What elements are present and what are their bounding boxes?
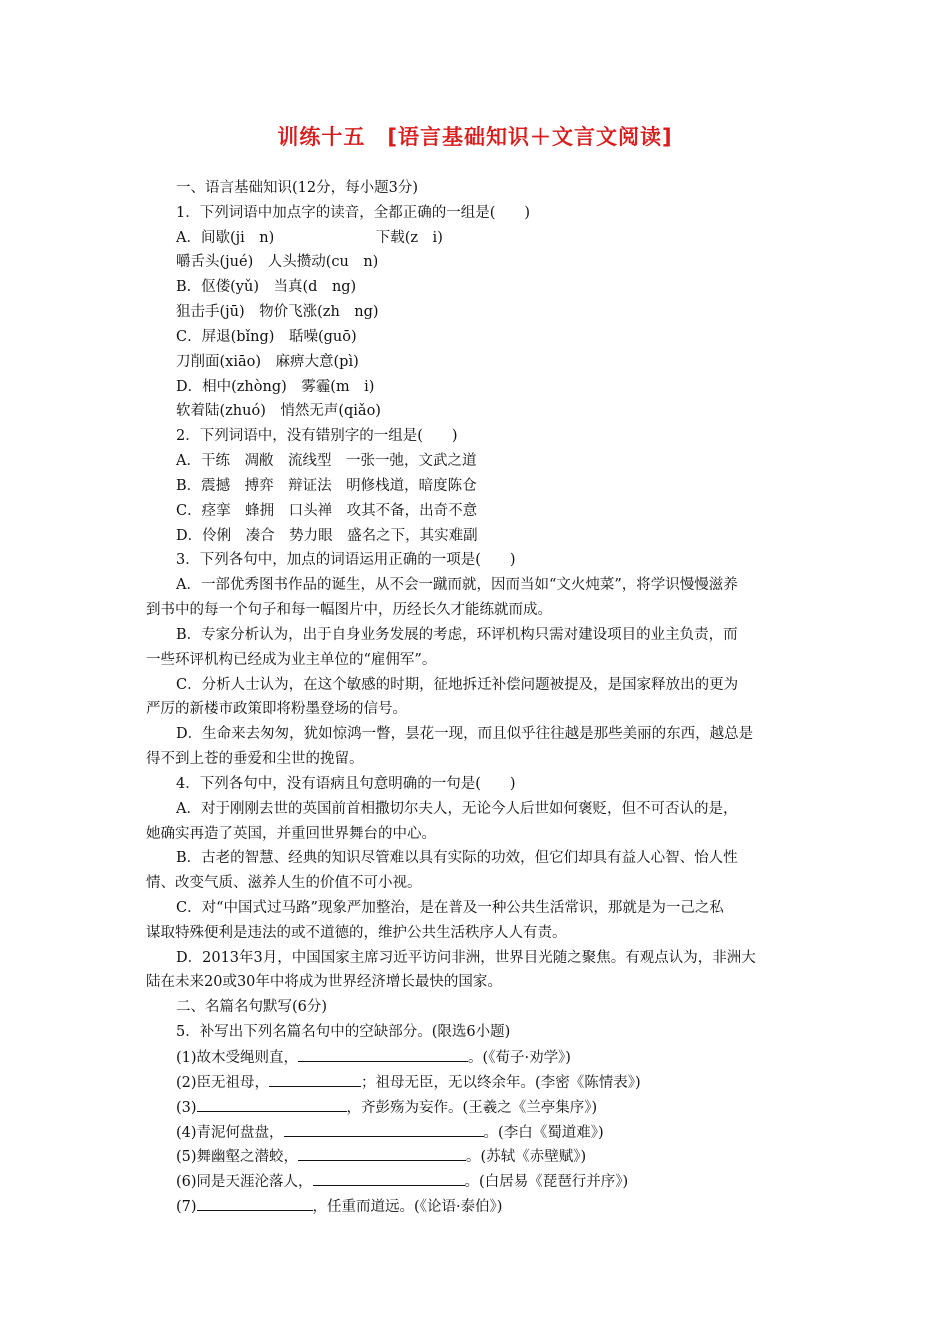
q2-stem: 2．下列词语中，没有错别字的一组是( ) — [176, 428, 458, 444]
q2-option-line: D．伶俐 凑合 势力眼 盛名之下，其实难副 — [176, 528, 478, 544]
q1-option-line: 嚼舌头(jué) 人头攒动(cu n) — [176, 254, 379, 270]
section-heading-1: 一、语言基础知识(12分，每小题3分) — [176, 180, 418, 196]
q5-item — [176, 1097, 597, 1118]
q5-item-post: 。(苏轼《赤壁赋》) — [466, 1149, 587, 1165]
q5-item-post: ；祖母无臣，无以终余年。(李密《陈情表》) — [361, 1075, 641, 1091]
q5-item-post: 。(《荀子·劝学》) — [468, 1050, 571, 1066]
q1-option-line: A．间歇(ji n) 下载(z i) — [176, 230, 443, 246]
q4-option-line: B．古老的智慧、经典的知识尽管难以具有实际的功效，但它们却具有益人心智、怡人性 — [176, 850, 738, 866]
q4-option-line: 她确实再造了英国，并重回世界舞台的中心。 — [146, 826, 436, 842]
q5-item-post: ，齐彭殇为妄作。(王羲之《兰亭集序》) — [346, 1100, 598, 1116]
q5-item-post: 。(李白《蜀道难》) — [483, 1125, 604, 1141]
q4-option-line: C．对“中国式过马路”现象严加整治，是在普及一种公共生活常识，那就是为一己之私 — [176, 900, 724, 916]
q4-option-line: A．对于刚刚去世的英国前首相撒切尔夫人，无论今人后世如何褒贬，但不可否认的是， — [176, 801, 738, 817]
answer-blank[interactable] — [197, 1196, 313, 1211]
q5-item-post: 。(白居易《琵琶行并序》) — [464, 1174, 629, 1190]
q5-item — [176, 1122, 604, 1143]
q3-stem: 3．下列各句中，加点的词语运用正确的一项是( ) — [176, 552, 516, 568]
q3-option-line: 严厉的新楼市政策即将粉墨登场的信号。 — [146, 701, 407, 717]
q5-item-pre: (2)臣无祖母， — [176, 1075, 270, 1091]
q3-option-line: D．生命来去匆匆，犹如惊鸿一瞥，昙花一现，而且似乎往往越是那些美丽的东西，越总是 — [176, 726, 754, 742]
q4-option-line: 谋取特殊便利是违法的或不道德的，维护公共生活秩序人人有责。 — [146, 925, 567, 941]
q2-option-line: A．干练 凋敝 流线型 一张一弛，文武之道 — [176, 453, 477, 469]
q5-item-pre: (3) — [176, 1100, 197, 1116]
q5-item-pre: (6)同是天涯沦落人， — [176, 1174, 313, 1190]
q2-option-line: B．震撼 搏弈 辩证法 明修栈道，暗度陈仓 — [176, 478, 477, 494]
q4-option-line: 情、改变气质、滋养人生的价值不可小视。 — [146, 875, 422, 891]
q3-option-line: A．一部优秀图书作品的诞生，从不会一蹴而就，因而当如“文火炖菜”，将学识慢慢滋养 — [176, 577, 738, 593]
q2-option-line: C．痉挛 蜂拥 口头禅 攻其不备，出奇不意 — [176, 503, 478, 519]
q3-option-line: B．专家分析认为，出于自身业务发展的考虑，环评机构只需对建设项目的业主负责，而 — [176, 627, 738, 643]
q3-option-line: 得不到上苍的垂爱和尘世的挽留。 — [146, 751, 364, 767]
q1-stem: 1．下列词语中加点字的读音，全都正确的一组是( ) — [176, 205, 531, 221]
q1-option-line: 刀削面(xiāo) 麻痹大意(pì) — [176, 354, 359, 370]
q5-item-pre: (5)舞幽壑之潜蛟， — [176, 1149, 299, 1165]
q5-item — [176, 1196, 502, 1217]
q5-item-post: ，任重而道远。(《论语·泰伯》) — [312, 1199, 503, 1215]
q1-option-line: C．屏退(bǐng) 聒噪(guō) — [176, 329, 357, 345]
q5-item-pre: (1)故木受绳则直， — [176, 1050, 299, 1066]
page-title: 训练十五 [语言基础知识＋文言文阅读] — [277, 125, 673, 149]
answer-blank[interactable] — [284, 1122, 484, 1137]
q5-stem: 5．补写出下列名篇名句中的空缺部分。(限选6小题) — [176, 1024, 511, 1040]
q5-item — [176, 1047, 571, 1068]
q5-item-pre: (4)青泥何盘盘， — [176, 1125, 284, 1141]
q1-option-line: 软着陆(zhuó) 悄然无声(qiǎo) — [176, 403, 381, 419]
section-heading-2: 二、名篇名句默写(6分) — [176, 999, 328, 1015]
q1-option-line: D．相中(zhòng) 雾霾(m i) — [176, 379, 375, 395]
answer-blank[interactable] — [298, 1146, 466, 1161]
q3-option-line: 到书中的每一个句子和每一幅图片中，历经长久才能练就而成。 — [146, 602, 552, 618]
answer-blank[interactable] — [298, 1047, 468, 1062]
q3-option-line: 一些环评机构已经成为业主单位的“雇佣军”。 — [146, 652, 437, 668]
q5-item-pre: (7) — [176, 1199, 197, 1215]
answer-blank[interactable] — [269, 1072, 361, 1087]
q4-stem: 4．下列各句中，没有语病且句意明确的一句是( ) — [176, 776, 516, 792]
answer-blank[interactable] — [197, 1097, 347, 1112]
q5-item — [176, 1146, 586, 1167]
q4-option-line: 陆在未来20或30年中将成为世界经济增长最快的国家。 — [146, 974, 502, 990]
q4-option-line: D．2013年3月，中国国家主席习近平访问非洲，世界目光随之聚焦。有观点认为，非洲大 — [176, 950, 756, 966]
q1-option-line: 狙击手(jū) 物价飞涨(zh ng) — [176, 304, 379, 320]
answer-blank[interactable] — [313, 1171, 465, 1186]
q5-item — [176, 1171, 628, 1192]
q3-option-line: C．分析人士认为，在这个敏感的时期，征地拆迁补偿问题被提及，是国家释放出的更为 — [176, 677, 739, 693]
q5-item — [176, 1072, 641, 1093]
q1-option-line: B．伛偻(yǔ) 当真(d ng) — [176, 279, 357, 295]
